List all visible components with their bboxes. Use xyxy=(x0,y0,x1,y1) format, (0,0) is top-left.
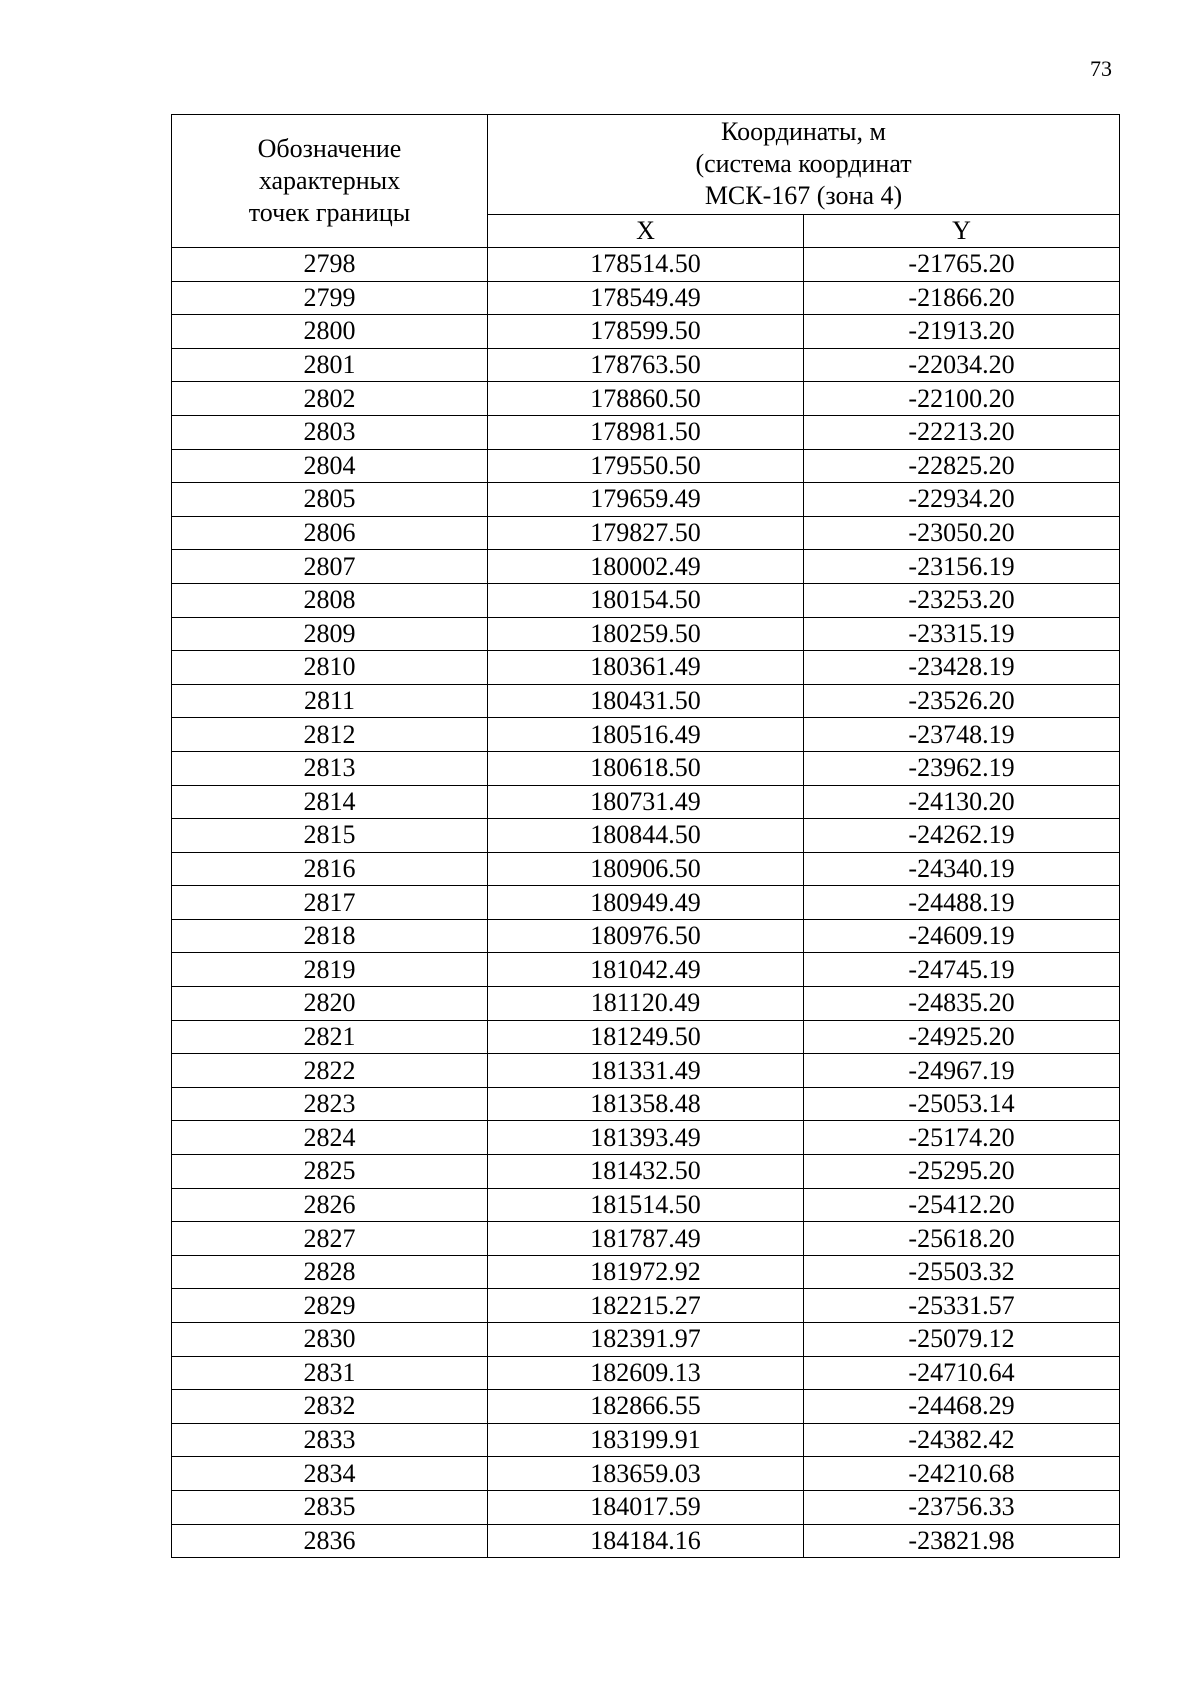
y-coordinate-cell: -24609.19 xyxy=(804,919,1120,953)
x-coordinate-cell: 180976.50 xyxy=(488,919,804,953)
y-coordinate-cell: -23253.20 xyxy=(804,583,1120,617)
point-cell: 2807 xyxy=(172,550,488,584)
point-designation-header xyxy=(172,115,488,248)
table-row xyxy=(172,1188,1120,1222)
coordinates-header xyxy=(488,115,1120,215)
table-row xyxy=(172,1490,1120,1524)
x-coordinate-cell: 178981.50 xyxy=(488,415,804,449)
point-cell: 2809 xyxy=(172,617,488,651)
y-coordinate-cell: -25079.12 xyxy=(804,1323,1120,1357)
x-coordinate-cell: 181358.48 xyxy=(488,1087,804,1121)
table-row xyxy=(172,315,1120,349)
x-coordinate-cell: 184184.16 xyxy=(488,1524,804,1558)
table-row xyxy=(172,248,1120,282)
point-cell: 2835 xyxy=(172,1490,488,1524)
x-coordinate-cell: 181432.50 xyxy=(488,1155,804,1189)
x-coordinate-cell: 181120.49 xyxy=(488,987,804,1021)
y-coordinate-cell: -25053.14 xyxy=(804,1087,1120,1121)
table-row xyxy=(172,1255,1120,1289)
table-row xyxy=(172,382,1120,416)
table-row xyxy=(172,1222,1120,1256)
x-coordinate-cell: 183199.91 xyxy=(488,1423,804,1457)
table-row xyxy=(172,1524,1120,1558)
table-row xyxy=(172,852,1120,886)
point-cell: 2801 xyxy=(172,348,488,382)
x-coordinate-cell: 182609.13 xyxy=(488,1356,804,1390)
point-cell: 2804 xyxy=(172,449,488,483)
point-cell: 2811 xyxy=(172,684,488,718)
y-coordinate-cell: -23428.19 xyxy=(804,651,1120,685)
y-coordinate-cell: -23156.19 xyxy=(804,550,1120,584)
table-row xyxy=(172,651,1120,685)
y-coordinate-cell: -24745.19 xyxy=(804,953,1120,987)
x-coordinate-cell: 181514.50 xyxy=(488,1188,804,1222)
x-coordinate-cell: 182391.97 xyxy=(488,1323,804,1357)
x-coordinate-cell: 178763.50 xyxy=(488,348,804,382)
table-row xyxy=(172,684,1120,718)
y-coordinate-cell: -24488.19 xyxy=(804,886,1120,920)
y-coordinate-cell: -25295.20 xyxy=(804,1155,1120,1189)
point-cell: 2836 xyxy=(172,1524,488,1558)
y-coordinate-cell: -23756.33 xyxy=(804,1490,1120,1524)
table-row xyxy=(172,1457,1120,1491)
x-coordinate-cell: 184017.59 xyxy=(488,1490,804,1524)
y-coordinate-cell: -21765.20 xyxy=(804,248,1120,282)
x-coordinate-cell: 178549.49 xyxy=(488,281,804,315)
header-row-top xyxy=(172,115,1120,215)
x-coordinate-cell: 181393.49 xyxy=(488,1121,804,1155)
point-cell: 2806 xyxy=(172,516,488,550)
point-cell: 2834 xyxy=(172,1457,488,1491)
table-row xyxy=(172,1121,1120,1155)
y-coordinate-cell: -22213.20 xyxy=(804,415,1120,449)
x-column-header: X xyxy=(488,214,804,247)
point-cell: 2821 xyxy=(172,1020,488,1054)
table-row xyxy=(172,483,1120,517)
y-coordinate-cell: -24262.19 xyxy=(804,819,1120,853)
x-coordinate-cell: 180259.50 xyxy=(488,617,804,651)
point-cell: 2826 xyxy=(172,1188,488,1222)
y-coordinate-cell: -22034.20 xyxy=(804,348,1120,382)
x-coordinate-cell: 179659.49 xyxy=(488,483,804,517)
y-coordinate-cell: -22100.20 xyxy=(804,382,1120,416)
coordinates-table xyxy=(171,114,1120,1558)
point-cell: 2827 xyxy=(172,1222,488,1256)
y-coordinate-cell: -23748.19 xyxy=(804,718,1120,752)
table-header xyxy=(172,115,1120,248)
y-coordinate-cell: -23821.98 xyxy=(804,1524,1120,1558)
x-coordinate-cell: 180431.50 xyxy=(488,684,804,718)
table-row xyxy=(172,785,1120,819)
y-coordinate-cell: -21913.20 xyxy=(804,315,1120,349)
x-coordinate-cell: 181331.49 xyxy=(488,1054,804,1088)
point-cell: 2815 xyxy=(172,819,488,853)
table-row xyxy=(172,415,1120,449)
point-cell: 2825 xyxy=(172,1155,488,1189)
y-coordinate-cell: -24967.19 xyxy=(804,1054,1120,1088)
point-cell: 2798 xyxy=(172,248,488,282)
x-coordinate-cell: 180154.50 xyxy=(488,583,804,617)
point-cell: 2823 xyxy=(172,1087,488,1121)
x-coordinate-cell: 181249.50 xyxy=(488,1020,804,1054)
x-coordinate-cell: 180949.49 xyxy=(488,886,804,920)
point-cell: 2831 xyxy=(172,1356,488,1390)
page-number: 73 xyxy=(1090,56,1112,81)
point-cell: 2814 xyxy=(172,785,488,819)
y-coordinate-cell: -25331.57 xyxy=(804,1289,1120,1323)
coords-header-line: Координаты, м xyxy=(721,117,886,147)
point-cell: 2803 xyxy=(172,415,488,449)
x-coordinate-cell: 179550.50 xyxy=(488,449,804,483)
x-coordinate-cell: 180731.49 xyxy=(488,785,804,819)
y-coordinate-cell: -23050.20 xyxy=(804,516,1120,550)
point-cell: 2830 xyxy=(172,1323,488,1357)
y-coordinate-cell: -24835.20 xyxy=(804,987,1120,1021)
x-coordinate-cell: 181972.92 xyxy=(488,1255,804,1289)
x-coordinate-cell: 181787.49 xyxy=(488,1222,804,1256)
point-cell: 2808 xyxy=(172,583,488,617)
table-row xyxy=(172,819,1120,853)
y-coordinate-cell: -21866.20 xyxy=(804,281,1120,315)
point-cell: 2819 xyxy=(172,953,488,987)
y-coordinate-cell: -22825.20 xyxy=(804,449,1120,483)
x-coordinate-cell: 180618.50 xyxy=(488,751,804,785)
y-coordinate-cell: -25503.32 xyxy=(804,1255,1120,1289)
point-cell: 2829 xyxy=(172,1289,488,1323)
point-cell: 2828 xyxy=(172,1255,488,1289)
point-cell: 2817 xyxy=(172,886,488,920)
y-coordinate-cell: -25412.20 xyxy=(804,1188,1120,1222)
point-cell: 2833 xyxy=(172,1423,488,1457)
table-row xyxy=(172,1289,1120,1323)
table-row xyxy=(172,1423,1120,1457)
y-coordinate-cell: -24925.20 xyxy=(804,1020,1120,1054)
x-coordinate-cell: 178514.50 xyxy=(488,248,804,282)
y-coordinate-cell: -25618.20 xyxy=(804,1222,1120,1256)
x-coordinate-cell: 178860.50 xyxy=(488,382,804,416)
table-row xyxy=(172,1323,1120,1357)
x-coordinate-cell: 183659.03 xyxy=(488,1457,804,1491)
y-coordinate-cell: -24210.68 xyxy=(804,1457,1120,1491)
point-header-line: Обозначение xyxy=(257,134,402,163)
point-cell: 2822 xyxy=(172,1054,488,1088)
table-row xyxy=(172,1054,1120,1088)
table-row xyxy=(172,1390,1120,1424)
coords-header-line: МСК-167 (зона 4) xyxy=(704,181,903,211)
coords-header-line: (система координат xyxy=(695,149,912,179)
x-coordinate-cell: 182215.27 xyxy=(488,1289,804,1323)
y-coordinate-cell: -24710.64 xyxy=(804,1356,1120,1390)
x-coordinate-cell: 180361.49 xyxy=(488,651,804,685)
x-coordinate-cell: 181042.49 xyxy=(488,953,804,987)
table-row xyxy=(172,583,1120,617)
table-row xyxy=(172,1356,1120,1390)
y-coordinate-cell: -23526.20 xyxy=(804,684,1120,718)
table-row xyxy=(172,516,1120,550)
table-row xyxy=(172,886,1120,920)
y-coordinate-cell: -23962.19 xyxy=(804,751,1120,785)
table-row xyxy=(172,1087,1120,1121)
point-cell: 2832 xyxy=(172,1390,488,1424)
point-cell: 2800 xyxy=(172,315,488,349)
x-coordinate-cell: 180516.49 xyxy=(488,718,804,752)
y-coordinate-cell: -24468.29 xyxy=(804,1390,1120,1424)
x-coordinate-cell: 180906.50 xyxy=(488,852,804,886)
point-cell: 2820 xyxy=(172,987,488,1021)
x-coordinate-cell: 180002.49 xyxy=(488,550,804,584)
y-coordinate-cell: -24382.42 xyxy=(804,1423,1120,1457)
point-cell: 2813 xyxy=(172,751,488,785)
table-row xyxy=(172,953,1120,987)
y-coordinate-cell: -23315.19 xyxy=(804,617,1120,651)
y-column-header: Y xyxy=(804,214,1120,247)
table-row xyxy=(172,1155,1120,1189)
point-cell: 2816 xyxy=(172,852,488,886)
table-row xyxy=(172,919,1120,953)
table-row xyxy=(172,281,1120,315)
point-cell: 2805 xyxy=(172,483,488,517)
point-header-line: точек границы xyxy=(248,198,411,227)
point-cell: 2818 xyxy=(172,919,488,953)
y-coordinate-cell: -25174.20 xyxy=(804,1121,1120,1155)
table-row xyxy=(172,1020,1120,1054)
x-coordinate-cell: 182866.55 xyxy=(488,1390,804,1424)
y-coordinate-cell: -22934.20 xyxy=(804,483,1120,517)
x-coordinate-cell: 179827.50 xyxy=(488,516,804,550)
x-coordinate-cell: 180844.50 xyxy=(488,819,804,853)
point-cell: 2802 xyxy=(172,382,488,416)
table-body xyxy=(172,248,1120,1558)
table-row xyxy=(172,550,1120,584)
table-row xyxy=(172,449,1120,483)
table-row xyxy=(172,348,1120,382)
point-cell: 2810 xyxy=(172,651,488,685)
x-coordinate-cell: 178599.50 xyxy=(488,315,804,349)
y-coordinate-cell: -24130.20 xyxy=(804,785,1120,819)
table-row xyxy=(172,718,1120,752)
point-cell: 2824 xyxy=(172,1121,488,1155)
point-cell: 2812 xyxy=(172,718,488,752)
point-cell: 2799 xyxy=(172,281,488,315)
y-coordinate-cell: -24340.19 xyxy=(804,852,1120,886)
point-header-line: характерных xyxy=(258,166,401,195)
table-row xyxy=(172,617,1120,651)
table-row xyxy=(172,751,1120,785)
table-row xyxy=(172,987,1120,1021)
